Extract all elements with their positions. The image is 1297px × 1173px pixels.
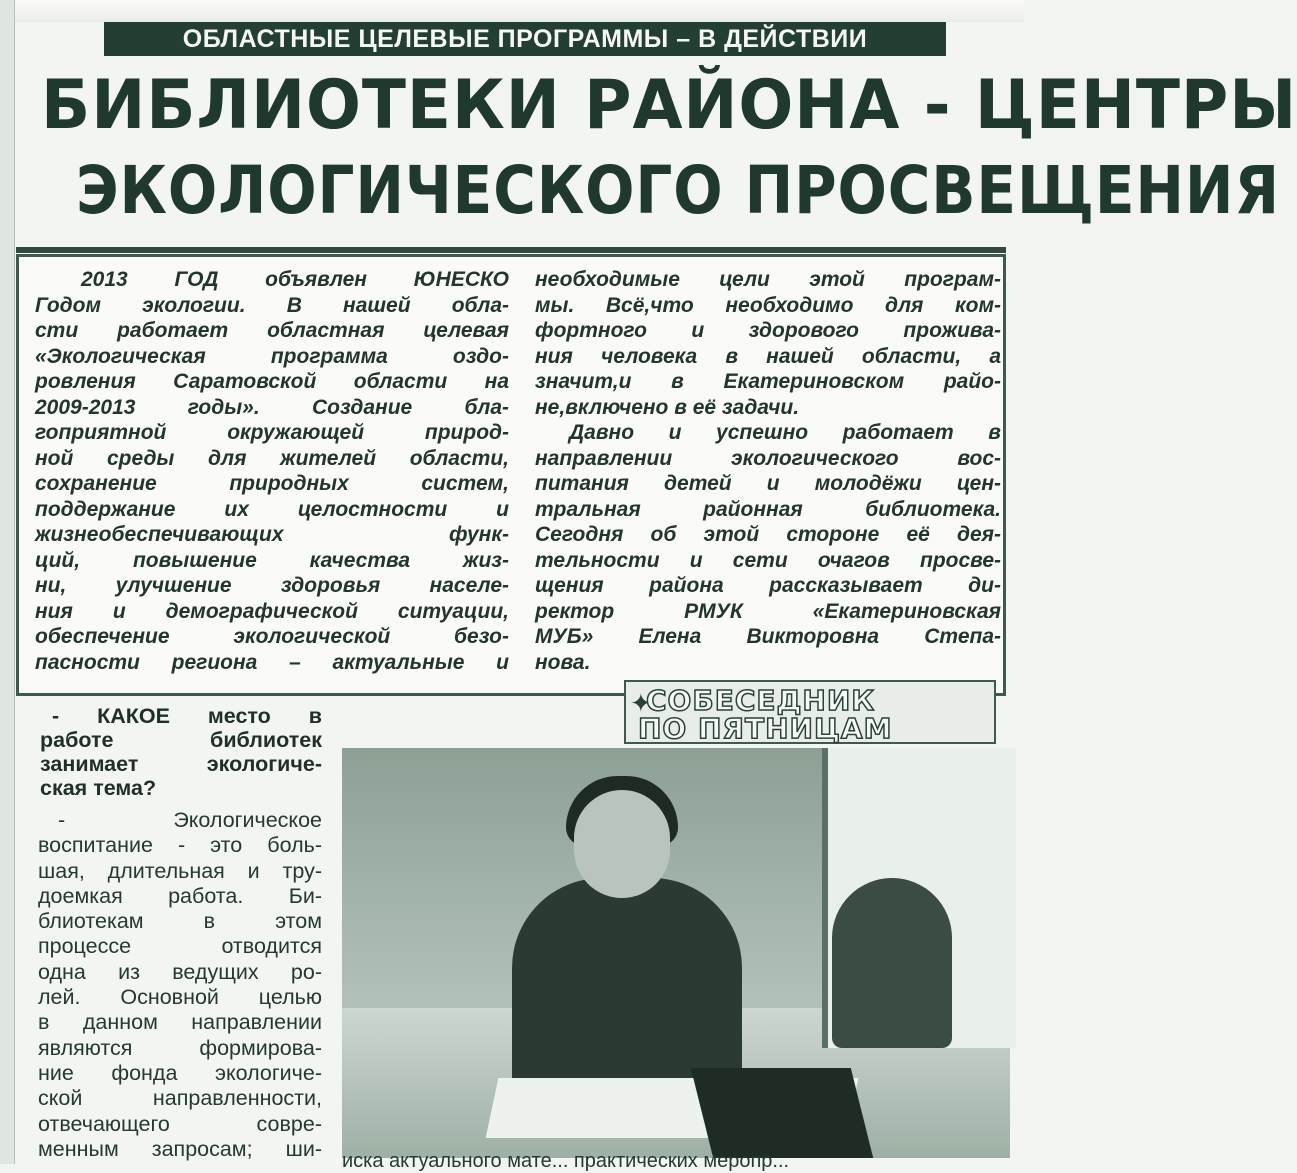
column-badge <box>624 680 996 744</box>
lead-line: ций, повышение качества жиз- <box>35 548 509 572</box>
interview-photo <box>342 748 1010 1158</box>
lead-line: «Экологическая программа оздо- <box>35 344 509 368</box>
lead-line: гоприятной окружающей природ- <box>35 421 509 444</box>
question-line: работе библиотек <box>40 728 322 752</box>
lead-line: ни, улучшение здоровья населе- <box>35 574 509 597</box>
answer-line: доемкая работа. Би- <box>38 883 322 908</box>
answer-line: ской направленности, <box>38 1086 322 1111</box>
answer-line: процессе отводится <box>38 934 322 959</box>
headline-line-2: ЭКОЛОГИЧЕСКОГО ПРОСВЕЩЕНИЯ <box>76 152 1280 229</box>
lead-line: Давно и успешно работает в <box>569 421 1001 444</box>
lead-line: обеспечение экологической безо- <box>35 625 509 648</box>
cut-off-text: иска актуального мате... практических меропр... <box>342 1150 790 1172</box>
lead-line: ровления Саратовской области на <box>35 370 509 393</box>
torn-edge <box>0 0 1024 22</box>
lead-line: не,включено в её задачи. <box>535 395 800 419</box>
interview-question <box>40 704 322 800</box>
question-line: ская тема? <box>40 776 157 800</box>
question-line: занимает экологиче- <box>40 752 322 776</box>
answer-line: одна из ведущих ро- <box>38 959 322 984</box>
lead-column-right <box>535 267 1001 675</box>
star-icon: ✦ <box>630 688 652 718</box>
section-rubric: ОБЛАСТНЫЕ ЦЕЛЕВЫЕ ПРОГРАММЫ – В ДЕЙСТВИИ <box>104 22 946 56</box>
photo-person-head <box>574 790 670 898</box>
interview-answer <box>38 808 322 1162</box>
lead-line: сти работает областная целевая <box>35 319 509 342</box>
question-line: - КАКОЕ место в <box>52 704 322 728</box>
answer-line: шая, длительная и тру- <box>38 858 322 883</box>
answer-line: являются формирова- <box>38 1035 322 1060</box>
lead-line: 2013 ГОД объявлен ЮНЕСКО <box>81 268 509 291</box>
lead-line: 2009-2013 годы». Создание бла- <box>35 395 509 419</box>
lead-box <box>16 254 1006 696</box>
headline-line-1: БИБЛИОТЕКИ РАЙОНА - ЦЕНТРЫ <box>41 66 1297 145</box>
lead-line: поддержание их целостности и <box>35 497 509 521</box>
lead-line: мы. Всё,что необходимо для ком- <box>535 293 1001 317</box>
answer-line: - Экологическое <box>58 808 322 832</box>
lead-line: фортного и здорового прожива- <box>535 319 1001 342</box>
badge-line-2: ПО ПЯТНИЦАМ <box>638 712 893 745</box>
answer-line: воспитание - это боль- <box>38 833 322 858</box>
lead-line: ной среды для жителей области, <box>35 446 509 470</box>
answer-line: в данном направлении <box>38 1010 322 1035</box>
lead-line: пасности региона – актуальные и <box>35 650 509 674</box>
answer-line: менным запросам; ши- <box>38 1136 322 1161</box>
lead-line: питания детей и молодёжи цен- <box>535 472 1001 495</box>
lead-line: Сегодня об этой стороне её дея- <box>535 523 1001 546</box>
lead-line: нова. <box>535 650 591 674</box>
photo-second-person <box>832 878 952 1048</box>
answer-line: ние фонда экологиче- <box>38 1060 322 1085</box>
lead-line: направлении экологического вос- <box>535 446 1001 470</box>
lead-line: значит,и в Екатериновском райо- <box>535 370 1001 393</box>
lead-line: ния и демографической ситуации, <box>35 599 509 623</box>
photo-monitor <box>691 1068 873 1158</box>
lead-line: жизнеобеспечивающих функ- <box>35 523 509 546</box>
lead-line: необходимые цели этой програм- <box>535 268 1001 291</box>
lead-line: МУБ» Елена Викторовна Степа- <box>535 625 1001 648</box>
page-margin <box>0 0 15 1164</box>
badge-line-1: СОБЕСЕДНИК <box>646 684 876 717</box>
answer-line: блиотекам в этом <box>38 909 322 934</box>
answer-line: лей. Основной целью <box>38 985 322 1010</box>
answer-line: отвечающего совре- <box>38 1111 322 1136</box>
lead-column-left <box>35 267 509 675</box>
lead-line: щения района рассказывает ди- <box>535 574 1001 597</box>
lead-line: сохранение природных систем, <box>35 472 509 495</box>
lead-line: ния человека в нашей области, а <box>535 344 1001 368</box>
lead-line: тральная районная библиотека. <box>535 497 1001 521</box>
lead-line: тельности и сети очагов просве- <box>535 548 1001 572</box>
lead-line: ректор РМУК «Екатериновская <box>535 599 1001 623</box>
lead-line: Годом экологии. В нашей обла- <box>35 293 509 317</box>
